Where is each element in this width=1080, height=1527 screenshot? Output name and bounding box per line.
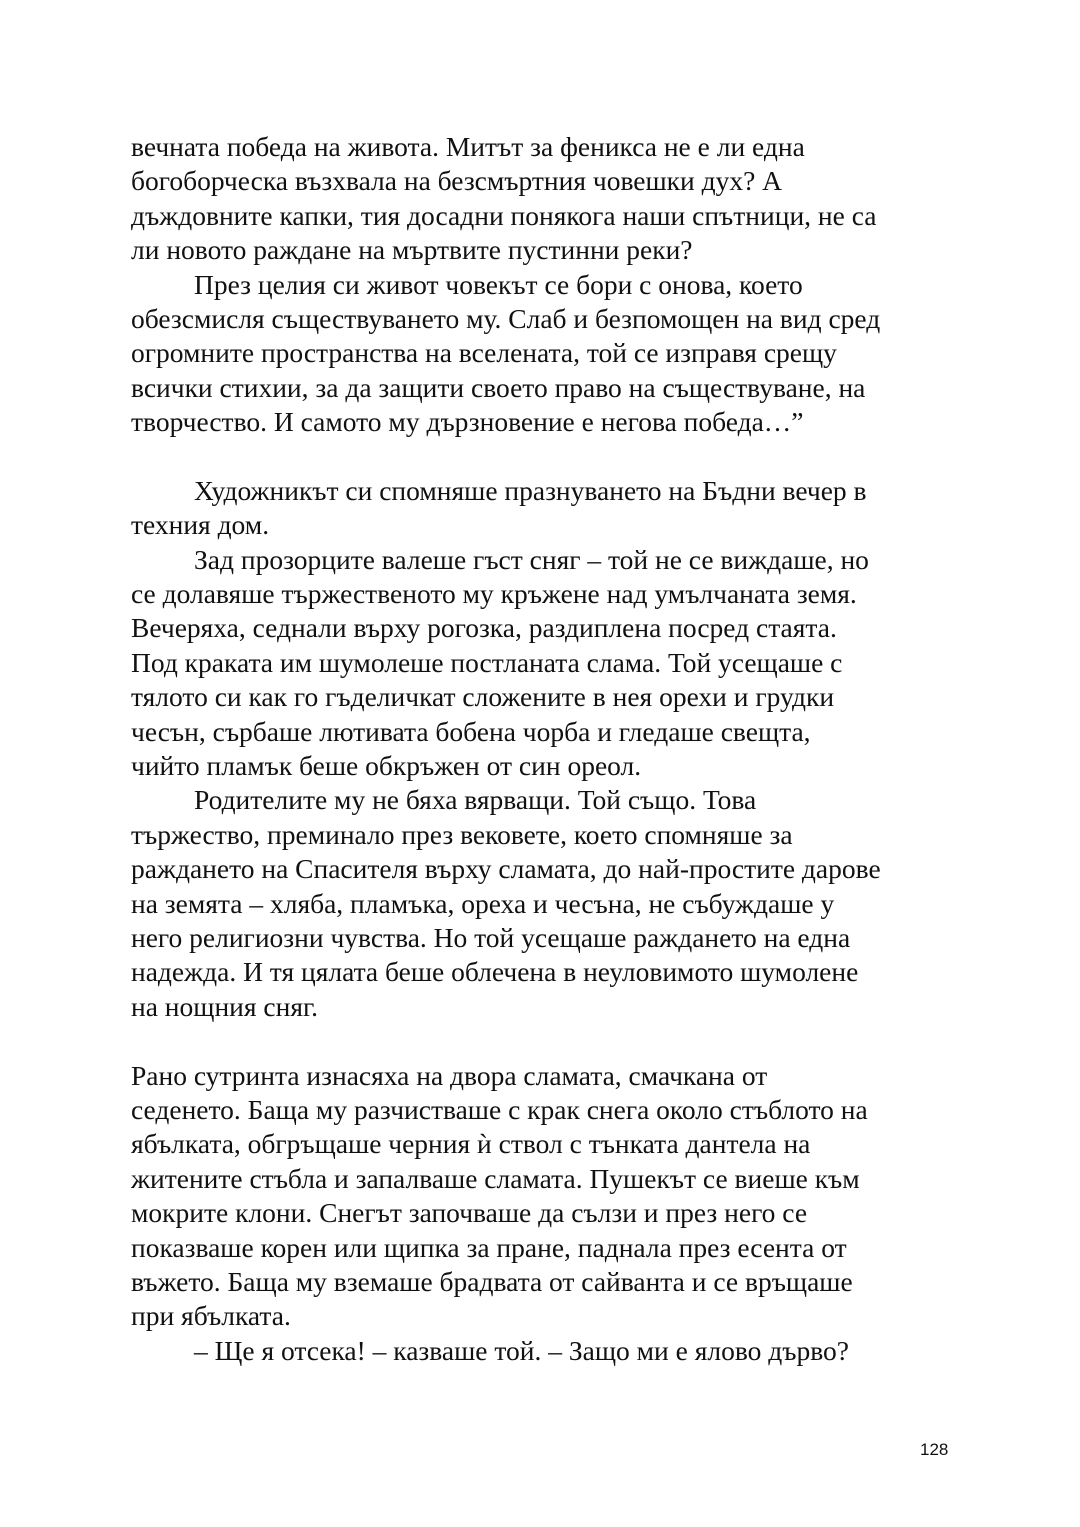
text-line: Зад прозорците валеше гъст сняг – той не се виждаше, но — [194, 543, 869, 575]
text-line: огромните пространства на вселената, той се изправя срещу — [131, 337, 837, 369]
text-line: богоборческа възхвала на безсмъртния човешки дух? А — [131, 165, 783, 197]
section-break — [131, 1024, 961, 1058]
page-number: 128 — [920, 1440, 949, 1459]
text-line: обезсмисля съществуването му. Слаб и безпомощен на вид сред — [131, 302, 881, 334]
text-line: се долавяше тържественото му кръжене над умълчаната земя. — [131, 578, 857, 610]
text-line: През целия си живот човекът се бори с онова, което — [194, 268, 803, 300]
text-line: на земята – хляба, пламъка, ореха и чесъна, не събуждаше у — [131, 887, 835, 919]
text-line: тялото си как го гъделичкат сложените в нея орехи и грудки — [131, 681, 835, 713]
text-line: чийто пламък беше обкръжен от син ореол. — [131, 750, 642, 782]
text-line: чесън, сърбаше лютивата бобена чорба и гледаше свещта, — [131, 715, 811, 747]
text-line: показваше корен или щипка за пране, паднала през есента от — [131, 1231, 847, 1263]
text-line: житените стъбла и запалваше сламата. Пушекът се виеше към — [131, 1162, 860, 1194]
paragraph-phoenix — [131, 130, 961, 268]
text-line: Рано сутринта изнасяха на двора сламата, смачкана от — [131, 1059, 768, 1091]
paragraph-christmas-eve — [131, 474, 961, 543]
text-line: надежда. И тя цялата беше облечена в неуловимото шумолене — [131, 956, 859, 988]
text-line: вечната победа на живота. Митът за феникса не е ли една — [131, 131, 805, 162]
text-line: при ябълката. — [131, 1300, 291, 1332]
paragraph-snow — [131, 543, 961, 784]
text-line: ябълката, обгръщаше черния ѝ ствол с тънката дантела на — [131, 1128, 811, 1160]
text-line: Художникът си спомняше празнуването на Бъдни вечер в — [194, 474, 867, 506]
text-line: него религиозни чувства. Но той усещаше раждането на една — [131, 921, 851, 953]
text-line: Родителите му не бяха вярващи. Той също. Това — [194, 784, 757, 816]
paragraph-morning — [131, 1059, 961, 1334]
text-line: тържество, преминало през вековете, което спомняше за — [131, 818, 793, 850]
text-line: мокрите клони. Снегът започваше да сълзи и през него се — [131, 1197, 808, 1229]
text-line: ли новото раждане на мъртвите пустинни реки? — [131, 234, 693, 266]
text-line: всички стихии, за да защити своето право на съществуване, на — [131, 371, 866, 403]
text-line: дъждовните капки, тия досадни понякога наши спътници, не са — [131, 199, 877, 231]
text-line: въжето. Баща му вземаше брадвата от сайванта и се връщаше — [131, 1265, 853, 1297]
text-line: раждането на Спасителя върху сламата, до най-простите дарове — [131, 853, 881, 885]
text-line: на нощния сняг. — [131, 990, 319, 1022]
paragraph-dialogue — [131, 1334, 961, 1368]
section-break — [131, 440, 961, 474]
paragraph-struggle — [131, 268, 961, 440]
document-body — [131, 130, 961, 1368]
text-line: Вечеряха, седнали върху рогозка, раздиплена посред стаята. — [131, 612, 837, 644]
text-line: седенето. Баща му разчистваше с крак снега около стъблото на — [131, 1093, 868, 1125]
text-line: творчество. И самото му дързновение е негова победа…” — [131, 406, 804, 438]
paragraph-parents — [131, 783, 961, 1024]
text-line: Под краката им шумолеше постланата слама. Той усещаше с — [131, 646, 843, 678]
text-line: техния дом. — [131, 509, 270, 541]
text-line: – Ще я отсека! – казваше той. – Защо ми е ялово дърво? — [194, 1334, 849, 1366]
